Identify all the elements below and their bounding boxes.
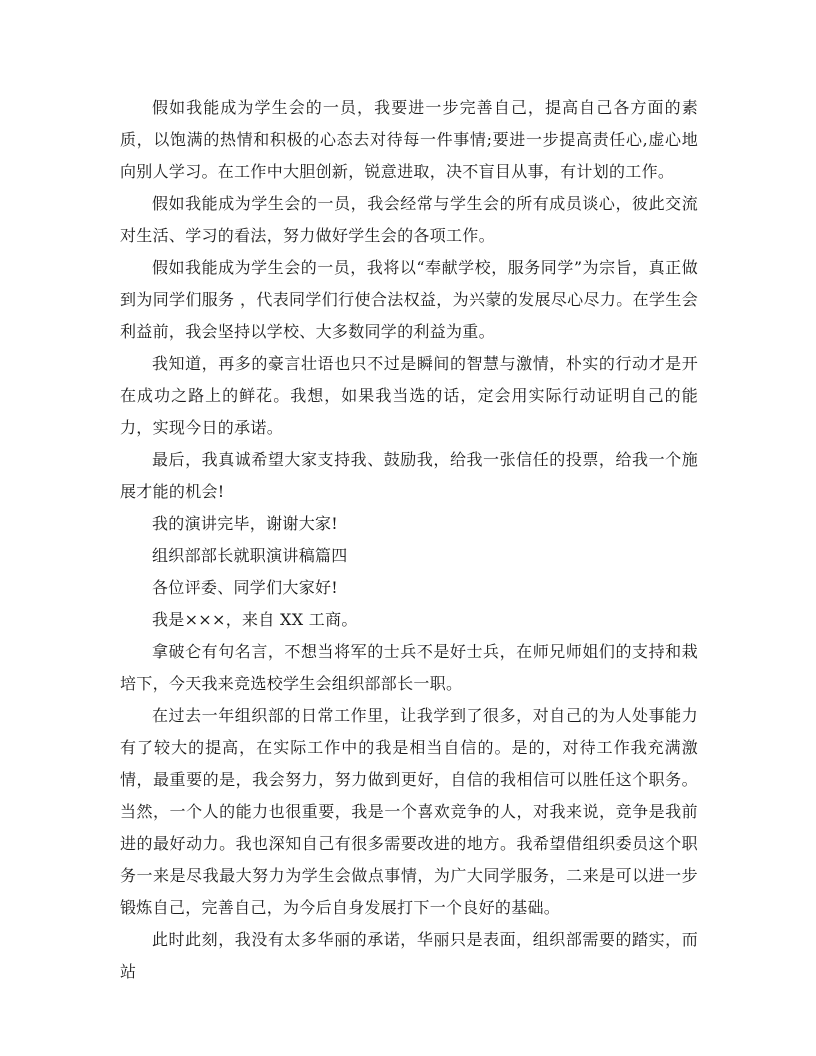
greeting: 各位评委、同学们大家好! <box>152 578 339 597</box>
paragraph: 假如我能成为学生会的一员，我要进一步完善自己，提高自己各方面的素质，以饱满的热情和积极的心态去对待每一件事情;要进一步提高责任心,虚心地向别人学习。在工作中大胆创新，锐意进取，决不盲目从事，有计划的工作。 <box>120 98 698 181</box>
paragraph: 拿破仑有句名言，不想当将军的士兵不是好士兵，在师兄师姐们的支持和栽培下，今天我来竞选校学生会组织部部长一职。 <box>120 642 698 693</box>
paragraph: 假如我能成为学生会的一员，我将以“奉献学校，服务同学”为宗旨，真正做到为同学们服务 ，代表同学们行使合法权益，为兴蒙的发展尽心尽力。在学生会利益前，我会坚持以学校、大多数同学的利益为重。 <box>120 258 698 341</box>
paragraph: 在过去一年组织部的日常工作里，让我学到了很多，对自己的为人处事能力有了较大的提高，在实际工作中的我是相当自信的。是的，对待工作我充满激情，最重要的是，我会努力，努力做到更好，自信的我相信可以胜任这个职务。当然，一个人的能力也很重要，我是一个喜欢竞争的人，对我来说，竞争是我前进的最好动力。我也深知自己有很多需要改进的地方。我希望借组织委员这个职务一来是尽我最大努力为学生会做点事情，为广大同学服务，二来是可以进一步锻炼自己，完善自己，为今后自身发展打下一个良好的基础。 <box>120 706 698 917</box>
paragraph: 我是×××，来自 XX 工商。 <box>152 610 358 629</box>
paragraph: 最后，我真诚希望大家支持我、鼓励我，给我一张信任的投票，给我一个施展才能的机会! <box>120 450 698 501</box>
document-body <box>120 92 698 988</box>
paragraph: 假如我能成为学生会的一员，我会经常与学生会的所有成员谈心，彼此交流对生活、学习的看法，努力做好学生会的各项工作。 <box>120 194 698 245</box>
paragraph: 此时此刻，我没有太多华丽的承诺，华丽只是表面，组织部需要的踏实，而站 <box>120 930 698 981</box>
paragraph: 我的演讲完毕，谢谢大家! <box>152 514 339 533</box>
paragraph: 我知道，再多的豪言壮语也只不过是瞬间的智慧与激情，朴实的行动才是开在成功之路上的鲜花。我想，如果我当选的话，定会用实际行动证明自己的能力，实现今日的承诺。 <box>120 354 698 437</box>
section-heading: 组织部部长就职演讲稿篇四 <box>152 546 348 565</box>
